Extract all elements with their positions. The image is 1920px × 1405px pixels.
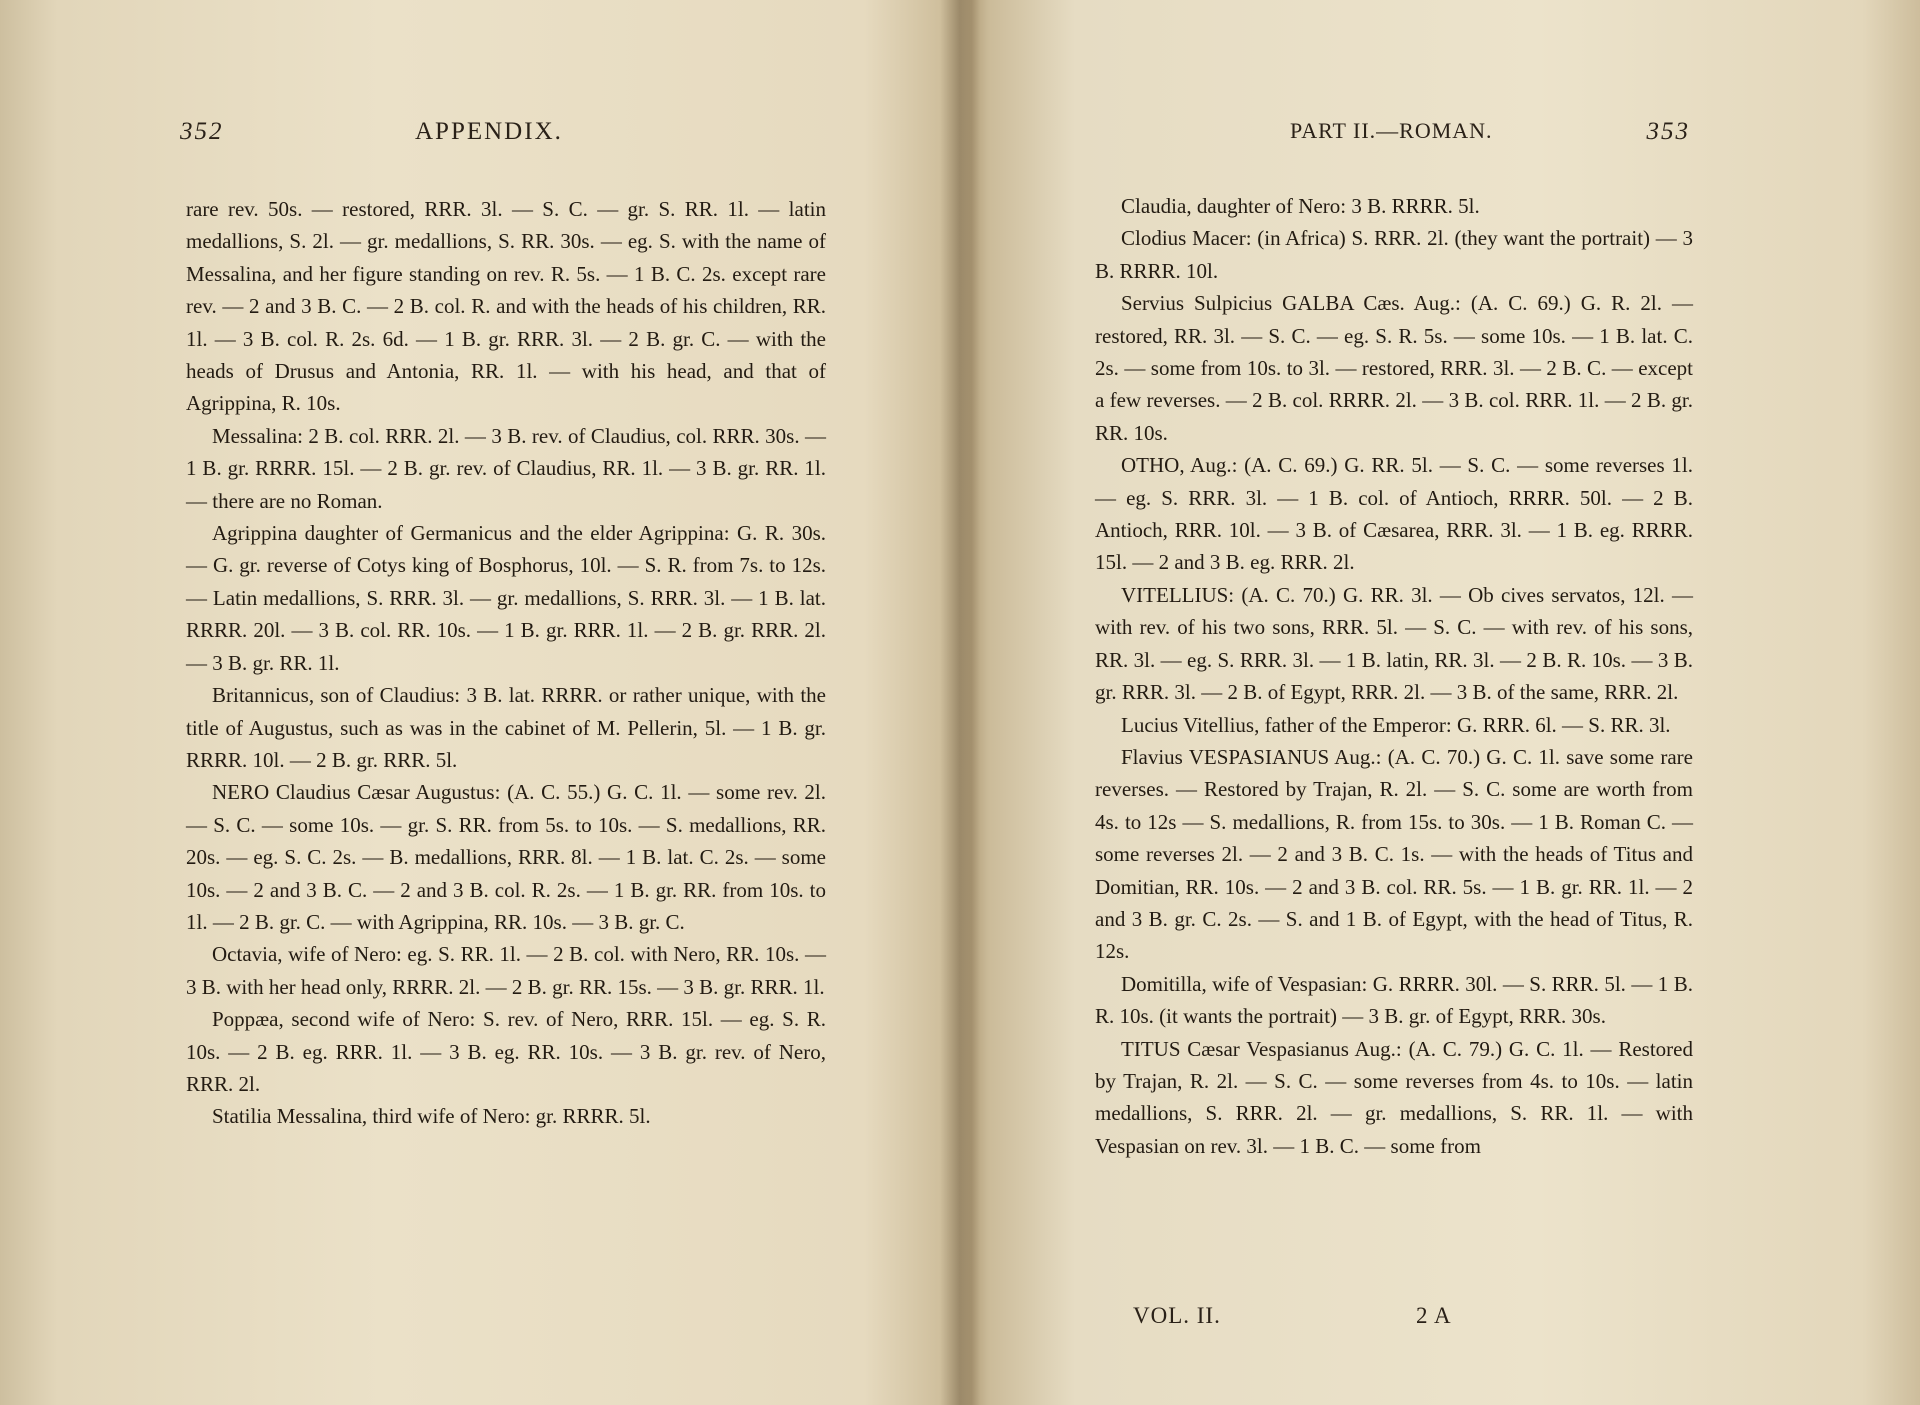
left-page-body: [186, 193, 826, 1133]
left-page-header: [180, 118, 820, 158]
paragraph: Messalina: 2 B. col. RRR. 2l. — 3 B. rev. of Claudius, col. RRR. 30s. — 1 B. gr. RRRR. 15l. — 2 B. gr. rev. of Claudius, RR. 1l. — 3 B. gr. RR. 1l. — there are no Roman.: [186, 423, 826, 513]
paragraph: Britannicus, son of Claudius: 3 B. lat. RRRR. or rather unique, with the title of Augustus, such as was in the cabinet of M. Pellerin, 5l. — 1 B. gr. RRRR. 10l. — 2 B. gr. RRR. 5l.: [186, 683, 826, 772]
signature-mark: 2 A: [1416, 1303, 1452, 1328]
paragraph: Poppæa, second wife of Nero: S. rev. of Nero, RRR. 15l. — eg. S. R. 10s. — 2 B. eg. RRR. 1l. — 3 B. eg. RR. 10s. — 3 B. gr. rev. of Nero, RRR. 2l.: [186, 1007, 826, 1096]
paragraph: Clodius Macer: (in Africa) S. RRR. 2l. (they want the portrait) — 3 B. RRRR. 10l.: [1095, 226, 1693, 283]
paragraph: Servius Sulpicius GALBA Cæs. Aug.: (A. C. 69.) G. R. 2l. — restored, RR. 3l. — S. C. — eg. S. R. 5s. — some 10s. — 1 B. lat. C. 2s. — some from 10s. to 3l. — restored, RRR. 3l. — 2 B. C. — except a few reverses. — 2 B. col. RRRR. 2l. — 3 B. col. RRR. 1l. — 2 B. gr. RR. 10s.: [1095, 291, 1693, 445]
running-head: PART II.—ROMAN.: [1290, 118, 1493, 143]
right-page: [960, 0, 1920, 1405]
paragraph: rare rev. 50s. — restored, RRR. 3l. — S. C. — gr. S. RR. 1l. — latin medallions, S. 2l. — gr. medallions, S. RR. 30s. — eg. S. with the name of Messalina, and her figure standing on rev. R. 5s. — 1 B. C. 2s. except rare rev. — 2 and 3 B. C. — 2 B. col. R. and with the heads of his children, RR. 1l. — 3 B. col. R. 2s. 6d. — 1 B. gr. RRR. 3l. — 2 B. gr. C. — with the heads of Drusus and Antonia, RR. 1l. — with his head, and that of Agrippina, R. 10s.: [186, 197, 826, 416]
paragraph: VITELLIUS: (A. C. 70.) G. RR. 3l. — Ob cives servatos, 12l. — with rev. of his two sons, RRR. 5l. — S. C. — with rev. of his sons, RR. 3l. — eg. S. RRR. 3l. — 1 B. latin, RR. 3l. — 2 B. R. 10s. — 3 B. gr. RRR. 3l. — 2 B. of Egypt, RRR. 2l. — 3 B. of the same, RRR. 2l.: [1095, 582, 1693, 705]
paragraph: Domitilla, wife of Vespasian: G. RRRR. 30l. — S. RRR. 5l. — 1 B. R. 10s. (it wants the portrait) — 3 B. gr. of Egypt, RRR. 30s.: [1095, 971, 1693, 1029]
paragraph: Lucius Vitellius, father of the Emperor: G. RRR. 6l. — S. RR. 3l.: [1121, 712, 1671, 737]
running-head: APPENDIX.: [415, 118, 563, 145]
right-page-footer: [1133, 1303, 1553, 1329]
right-page-body: [1095, 190, 1693, 1162]
page-number: 352: [180, 118, 224, 145]
paragraph: OTHO, Aug.: (A. C. 69.) G. RR. 5l. — S. C. — some reverses 1l. — eg. S. RRR. 3l. — 1 B. col. of Antioch, RRRR. 50l. — 2 B. Antioch, RRR. 10l. — 3 B. of Cæsarea, RRR. 3l. — 1 B. eg. RRRR. 15l. — 2 and 3 B. eg. RRR. 2l.: [1095, 453, 1693, 575]
paragraph: NERO Claudius Cæsar Augustus: (A. C. 55.) G. C. 1l. — some rev. 2l. — S. C. — some 10s. — gr. S. RR. from 5s. to 10s. — S. medallions, RR. 20s. — eg. S. C. 2s. — B. medallions, RRR. 8l. — 1 B. lat. C. 2s. — some 10s. — 2 and 3 B. C. — 2 and 3 B. col. R. 2s. — 1 B. gr. RR. from 10s. to 1l. — 2 B. gr. C. — with Agrippina, RR. 10s. — 3 B. gr. C.: [186, 780, 826, 934]
paragraph: Octavia, wife of Nero: eg. S. RR. 1l. — 2 B. col. with Nero, RR. 10s. — 3 B. with her head only, RRRR. 2l. — 2 B. gr. RR. 15s. — 3 B. gr. RRR. 1l.: [186, 942, 826, 999]
paragraph: Agrippina daughter of Germanicus and the elder Agrippina: G. R. 30s. — G. gr. reverse of Cotys king of Bosphorus, 10l. — S. R. from 7s. to 12s. — Latin medallions, S. RRR. 3l. — gr. medallions, S. RRR. 3l. — 1 B. lat. RRRR. 20l. — 3 B. col. RR. 10s. — 1 B. gr. RRR. 1l. — 2 B. gr. RRR. 2l. — 3 B. gr. RR. 1l.: [186, 521, 826, 675]
right-page-header: [1290, 118, 1690, 158]
paragraph: Claudia, daughter of Nero: 3 B. RRRR. 5l.: [1121, 194, 1480, 218]
paragraph: Statilia Messalina, third wife of Nero: gr. RRRR. 5l.: [212, 1104, 651, 1129]
paragraph: Flavius VESPASIANUS Aug.: (A. C. 70.) G. C. 1l. save some rare reverses. — Restored by Trajan, R. 2l. — S. C. some are worth from 4s. to 12s — S. medallions, R. from 15s. to 30s. — 1 B. Roman C. — some reverses 2l. — 2 and 3 B. C. 1s. — with the heads of Titus and Domitian, RR. 10s. — 2 and 3 B. col. RR. 5s. — 1 B. gr. RR. 1l. — 2 and 3 B. gr. C. 2s. — S. and 1 B. of Egypt, with the head of Titus, R. 12s.: [1095, 744, 1693, 964]
page-number: 353: [1646, 118, 1690, 145]
paragraph: TITUS Cæsar Vespasianus Aug.: (A. C. 79.) G. C. 1l. — Restored by Trajan, R. 2l. — S. C. — some reverses from 4s. to 10s. — latin medallions, S. RRR. 2l. — gr. medallions, S. RR. 1l. — with Vespasian on rev. 3l. — 1 B. C. — some from: [1095, 1036, 1693, 1158]
volume-label: VOL. II.: [1133, 1303, 1221, 1328]
